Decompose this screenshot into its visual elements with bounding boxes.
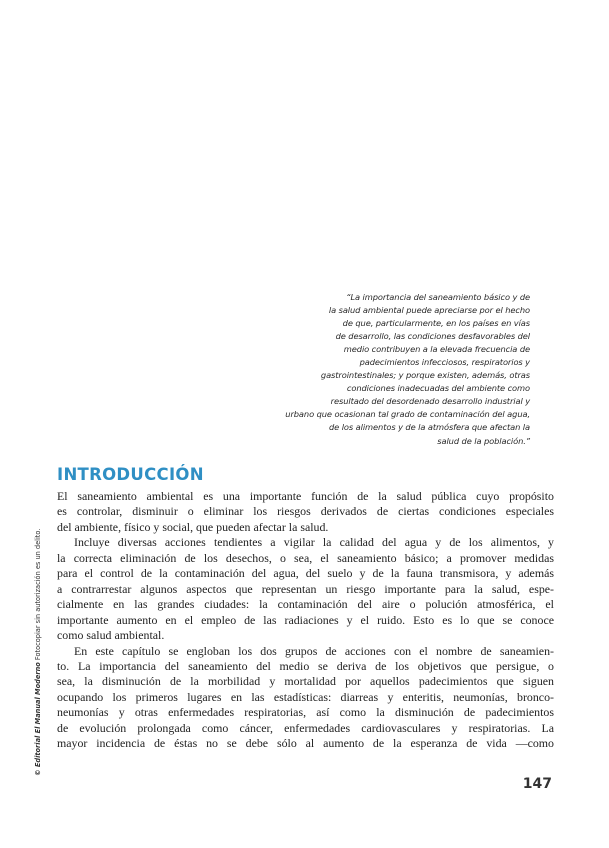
quote-line: de que, particularmente, en los países en vías bbox=[342, 318, 530, 329]
text-line: El saneamiento ambiental es una importante función de la salud pública cuyo propósito bbox=[57, 489, 554, 503]
paragraph-3 bbox=[57, 644, 554, 752]
quote-line: la salud ambiental puede apreciarse por el hecho bbox=[328, 305, 530, 316]
quote-line: padecimientos infecciosos, respiratorios y bbox=[359, 357, 530, 368]
quote-line: gastrointestinales; y porque existen, además, otras bbox=[320, 370, 530, 381]
body-text bbox=[57, 489, 554, 752]
publisher-name: © Editorial El Manual Moderno bbox=[34, 662, 42, 776]
page-number: 147 bbox=[522, 776, 552, 792]
quote-line: urbano que ocasionan tal grado de contaminación del agua, bbox=[285, 409, 530, 420]
copyright-notice bbox=[34, 529, 42, 776]
quote-line: salud de la población.” bbox=[437, 435, 530, 446]
text-line: neumonías y otras enfermedades respiratorias, así como la disminución de padecimientos bbox=[57, 705, 554, 720]
text-line: to. La importancia del saneamiento del medio se deriva de los objetivos que persigue, o bbox=[57, 658, 554, 673]
paragraph-1 bbox=[57, 489, 554, 535]
text-line: a contrarrestar algunos aspectos que representan un riesgo importante para la salud, espe- bbox=[57, 581, 554, 596]
text-line: cialmente en las grandes ciudades: la contaminación del aire o polución atmosférica, el bbox=[57, 597, 554, 612]
quote-line: de desarrollo, las condiciones desfavorables del bbox=[335, 331, 530, 342]
epigraph-quote bbox=[230, 291, 530, 448]
quote-line: “La importancia del saneamiento básico y de bbox=[346, 292, 530, 302]
quote-line: de los alimentos y de la atmósfera que afectan la bbox=[329, 422, 530, 433]
quote-line: condiciones inadecuadas del ambiente como bbox=[346, 383, 530, 394]
text-line: importante aumento en el empleo de las radiaciones y el ruido. Esto es lo que se conoce bbox=[57, 612, 554, 627]
quote-line: resultado del desordenado desarrollo industrial y bbox=[330, 396, 530, 407]
text-line: ocupando los primeros lugares en las estadísticas: diarreas y enteritis, neumonías, bronco- bbox=[57, 689, 554, 704]
copy-warning: Fotocopiar sin autorización es un delito. bbox=[34, 528, 42, 661]
paragraph-2 bbox=[57, 535, 554, 643]
text-line: Incluye diversas acciones tendientes a vigilar la calidad del agua y de los alimentos, y bbox=[74, 535, 554, 550]
text-line: para el control de la contaminación del agua, del suelo y de la fauna transmisora, y además bbox=[57, 566, 554, 581]
text-line: es controlar, disminuir o eliminar los riesgos derivados de ciertas condiciones especiales bbox=[57, 504, 554, 519]
text-line: de evolución prolongada como cáncer, enfermedades cardiovasculares y respiratorias. La bbox=[57, 720, 554, 735]
text-line: sea, la disminución de la morbilidad y mortalidad por aquellos padecimientos que siguen bbox=[57, 674, 554, 689]
text-line: del ambiente, físico y social, que pueden afectar la salud. bbox=[57, 519, 329, 534]
quote-line: medio contribuyen a la elevada frecuencia de bbox=[343, 344, 530, 355]
text-line: mayor incidencia de éstas no se debe sólo al aumento de la esperanza de vida —como bbox=[57, 736, 554, 751]
section-heading: INTRODUCCIÓN bbox=[57, 465, 204, 484]
text-line: En este capítulo se engloban los dos grupos de acciones con el nombre de saneamien- bbox=[74, 643, 554, 658]
text-line: como salud ambiental. bbox=[57, 628, 165, 643]
text-line: la correcta eliminación de los desechos, o sea, el saneamiento básico; a promover medidas bbox=[57, 550, 554, 565]
